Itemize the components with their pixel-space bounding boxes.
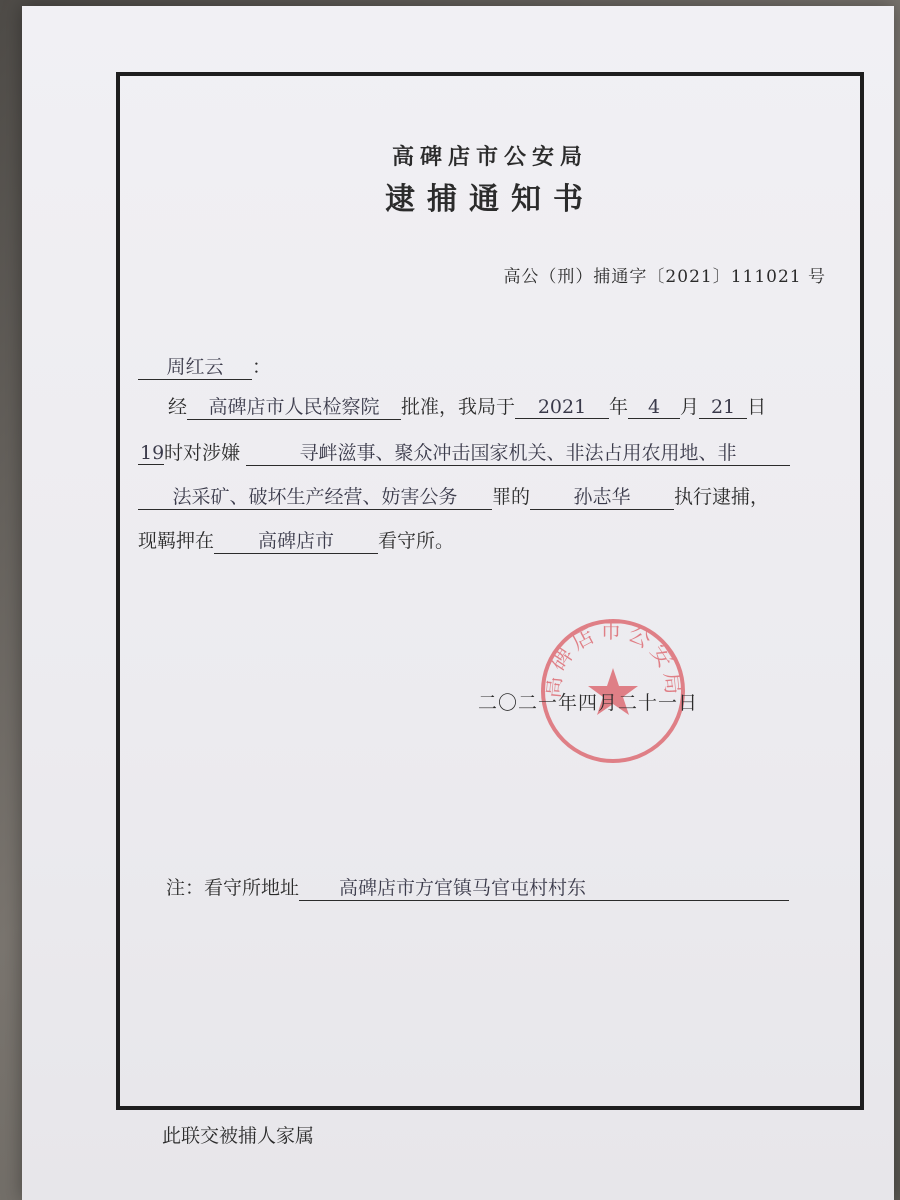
- approver-field: 高碑店市人民检察院: [187, 392, 401, 420]
- execute-text: 执行逮捕，: [674, 486, 770, 508]
- day-unit: 日: [747, 396, 767, 418]
- month-unit: 月: [680, 396, 700, 418]
- hour-text: 时对涉嫌: [164, 442, 241, 464]
- detention-suffix: 看守所。: [378, 530, 455, 552]
- charges-field-2: 法采矿、破坏生产经营、妨害公务: [138, 482, 492, 510]
- document-title: 逮捕通知书: [385, 182, 595, 217]
- body-line-4: [138, 526, 454, 554]
- body-line-2: [138, 438, 790, 466]
- arrestee-field: 孙志华: [530, 482, 674, 510]
- seal-text: 高碑店市公安局: [540, 619, 686, 700]
- document-sheet: [22, 6, 894, 1200]
- month-field: 4: [628, 396, 680, 419]
- year-field: 2021: [515, 396, 609, 419]
- approved-text: 批准，我局于: [401, 396, 516, 418]
- detained-prefix: 现羁押在: [138, 530, 215, 552]
- crime-of-text: 罪的: [492, 486, 531, 508]
- agency-name: 高碑店市公安局: [391, 144, 588, 170]
- charges-field-1: 寻衅滋事、聚众冲击国家机关、非法占用农用地、非: [246, 438, 790, 466]
- recipient-name: 周红云: [138, 352, 252, 380]
- body-line-3: [138, 482, 769, 510]
- detention-address-field: 高碑店市方官镇马官屯村村东: [299, 873, 789, 901]
- hour-field: 19: [140, 442, 165, 464]
- document-number: 高公（刑）捕通字〔2021〕111021 号: [503, 267, 826, 287]
- detention-place-field: 高碑店市: [214, 526, 378, 554]
- copy-recipient-note: 此联交被捕人家属: [162, 1125, 315, 1147]
- year-unit: 年: [609, 396, 629, 418]
- recipient-colon: ：: [252, 356, 272, 378]
- document-frame: [116, 72, 864, 1110]
- recipient-line: [138, 352, 271, 380]
- issue-date: 二〇二一年四月二十一日: [478, 692, 699, 714]
- day-field: 21: [699, 396, 747, 419]
- body-line-1: [138, 392, 766, 420]
- note-line: [166, 873, 789, 901]
- by-prefix: 经: [168, 396, 188, 418]
- note-label: 注：看守所地址: [166, 877, 300, 899]
